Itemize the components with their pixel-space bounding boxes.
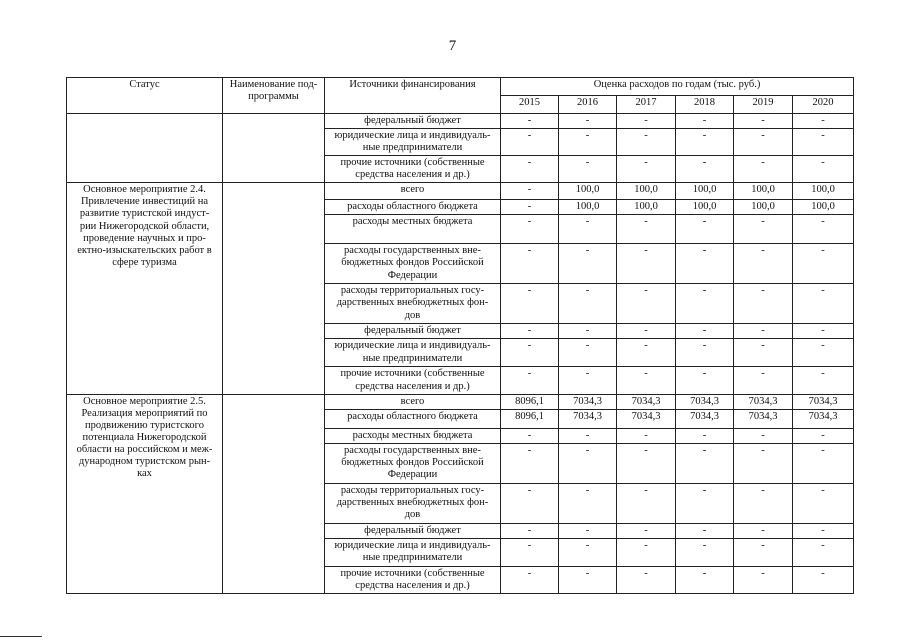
value-cell: - — [676, 244, 734, 284]
value-cell: - — [617, 244, 676, 284]
value-cell: - — [559, 538, 617, 566]
value-cell: - — [559, 428, 617, 443]
value-cell: 100,0 — [676, 183, 734, 200]
value-cell: 7034,3 — [734, 394, 793, 409]
value-cell: - — [559, 324, 617, 339]
value-cell: - — [734, 244, 793, 284]
value-cell: - — [501, 339, 559, 367]
value-cell: - — [793, 244, 854, 284]
source-cell: всего — [325, 394, 501, 409]
value-cell: - — [501, 324, 559, 339]
value-cell: - — [617, 523, 676, 538]
value-cell: 7034,3 — [793, 409, 854, 428]
header-year: 2019 — [734, 96, 793, 114]
header-year: 2016 — [559, 96, 617, 114]
value-cell: 7034,3 — [734, 409, 793, 428]
value-cell: - — [676, 284, 734, 324]
source-cell: расходы областного бюджета — [325, 409, 501, 428]
source-cell: федеральный бюджет — [325, 324, 501, 339]
page-number: 7 — [448, 38, 457, 54]
value-cell: - — [734, 538, 793, 566]
value-cell: - — [793, 339, 854, 367]
value-cell: - — [793, 156, 854, 183]
value-cell: - — [734, 523, 793, 538]
value-cell: - — [559, 114, 617, 129]
value-cell: - — [676, 483, 734, 523]
value-cell: - — [793, 428, 854, 443]
measure-status — [67, 394, 223, 593]
value-cell: - — [676, 129, 734, 156]
value-cell: - — [676, 339, 734, 367]
value-cell: - — [734, 428, 793, 443]
value-cell: - — [501, 284, 559, 324]
value-cell: - — [617, 284, 676, 324]
value-cell: - — [676, 114, 734, 129]
value-cell: - — [734, 339, 793, 367]
table-row — [67, 114, 854, 129]
header-year: 2015 — [501, 96, 559, 114]
value-cell: - — [793, 367, 854, 394]
value-cell: - — [793, 114, 854, 129]
value-cell: - — [676, 566, 734, 593]
value-cell: - — [501, 566, 559, 593]
value-cell: - — [793, 215, 854, 244]
value-cell: 8096,1 — [501, 409, 559, 428]
budget-table-body — [67, 78, 854, 594]
value-cell: 7034,3 — [617, 409, 676, 428]
value-cell: - — [559, 156, 617, 183]
value-cell: - — [676, 523, 734, 538]
value-cell: - — [793, 324, 854, 339]
value-cell: - — [734, 566, 793, 593]
value-cell: 100,0 — [734, 200, 793, 215]
value-cell: - — [793, 566, 854, 593]
source-cell: расходы территориальных госу- дарственных внебюджетных фон- дов — [325, 483, 501, 523]
value-cell: - — [501, 428, 559, 443]
value-cell: - — [734, 215, 793, 244]
value-cell: - — [793, 443, 854, 483]
value-cell: 7034,3 — [559, 394, 617, 409]
source-cell: прочие источники (собственные средства населения и др.) — [325, 156, 501, 183]
value-cell: - — [793, 284, 854, 324]
value-cell: 100,0 — [617, 200, 676, 215]
value-cell: - — [676, 156, 734, 183]
value-cell: 100,0 — [793, 200, 854, 215]
source-cell: расходы территориальных госу- дарственных внебюджетных фон- дов — [325, 284, 501, 324]
table-row — [67, 183, 854, 200]
value-cell: - — [501, 483, 559, 523]
value-cell: - — [559, 566, 617, 593]
subprogram-cell-empty — [223, 183, 325, 394]
value-cell: 7034,3 — [676, 394, 734, 409]
value-cell: - — [501, 129, 559, 156]
source-cell: юридические лица и индивидуаль- ные предприниматели — [325, 129, 501, 156]
value-cell: 100,0 — [559, 200, 617, 215]
value-cell: 7034,3 — [676, 409, 734, 428]
value-cell: 100,0 — [617, 183, 676, 200]
value-cell: 7034,3 — [793, 394, 854, 409]
value-cell: 7034,3 — [559, 409, 617, 428]
header-row — [67, 78, 854, 96]
value-cell: - — [559, 523, 617, 538]
value-cell: - — [501, 523, 559, 538]
value-cell: - — [501, 215, 559, 244]
value-cell: - — [734, 114, 793, 129]
value-cell: - — [501, 443, 559, 483]
header-status: Статус — [67, 78, 223, 114]
value-cell: - — [617, 566, 676, 593]
value-cell: - — [793, 129, 854, 156]
value-cell: - — [559, 443, 617, 483]
value-cell: - — [617, 339, 676, 367]
value-cell: - — [501, 156, 559, 183]
value-cell: - — [793, 538, 854, 566]
value-cell: - — [559, 244, 617, 284]
value-cell: - — [734, 284, 793, 324]
source-cell: федеральный бюджет — [325, 523, 501, 538]
value-cell: 8096,1 — [501, 394, 559, 409]
source-cell: прочие источники (собственные средства населения и др.) — [325, 367, 501, 394]
header-year: 2018 — [676, 96, 734, 114]
value-cell: - — [793, 523, 854, 538]
status-cell-empty — [67, 114, 223, 183]
value-cell: - — [676, 215, 734, 244]
value-cell: - — [676, 443, 734, 483]
value-cell: - — [501, 114, 559, 129]
budget-table — [66, 77, 854, 594]
value-cell: - — [617, 367, 676, 394]
source-cell: юридические лица и индивидуаль- ные предприниматели — [325, 538, 501, 566]
value-cell: - — [676, 428, 734, 443]
header-year: 2020 — [793, 96, 854, 114]
header-year: 2017 — [617, 96, 676, 114]
value-cell: - — [676, 538, 734, 566]
value-cell: - — [559, 215, 617, 244]
value-cell: - — [734, 324, 793, 339]
value-cell: 7034,3 — [617, 394, 676, 409]
value-cell: - — [734, 443, 793, 483]
value-cell: - — [617, 428, 676, 443]
scan-mark — [0, 636, 42, 637]
value-cell: - — [617, 538, 676, 566]
value-cell: 100,0 — [559, 183, 617, 200]
value-cell: 100,0 — [734, 183, 793, 200]
value-cell: - — [559, 367, 617, 394]
measure-status-text: Основное мероприятие 2.4. Привлечение инвестиций на развитие туристской индуст- рии Нижегородской области, проведение научных и про- ектно-изыскательских работ в сфере туризма — [77, 184, 212, 268]
value-cell: - — [501, 183, 559, 200]
value-cell: - — [617, 215, 676, 244]
table-row — [67, 394, 854, 409]
value-cell: - — [559, 483, 617, 523]
source-cell: расходы государственных вне- бюджетных фондов Российской Федерации — [325, 443, 501, 483]
measure-status — [67, 183, 223, 394]
value-cell: - — [501, 367, 559, 394]
value-cell: - — [559, 339, 617, 367]
value-cell: - — [734, 483, 793, 523]
value-cell: - — [501, 538, 559, 566]
source-cell: расходы государственных вне- бюджетных фондов Российской Федерации — [325, 244, 501, 284]
value-cell: - — [617, 114, 676, 129]
value-cell: - — [734, 367, 793, 394]
value-cell: - — [734, 129, 793, 156]
source-cell: юридические лица и индивидуаль- ные предприниматели — [325, 339, 501, 367]
value-cell: 100,0 — [676, 200, 734, 215]
source-cell: расходы областного бюджета — [325, 200, 501, 215]
value-cell: - — [793, 483, 854, 523]
value-cell: - — [559, 129, 617, 156]
source-cell: федеральный бюджет — [325, 114, 501, 129]
value-cell: - — [617, 129, 676, 156]
value-cell: - — [501, 244, 559, 284]
value-cell: - — [617, 483, 676, 523]
value-cell: - — [676, 367, 734, 394]
value-cell: 100,0 — [793, 183, 854, 200]
value-cell: - — [617, 324, 676, 339]
source-cell: расходы местных бюджета — [325, 215, 501, 244]
value-cell: - — [676, 324, 734, 339]
source-cell: всего — [325, 183, 501, 200]
value-cell: - — [617, 443, 676, 483]
value-cell: - — [617, 156, 676, 183]
source-cell: расходы местных бюджета — [325, 428, 501, 443]
subprogram-cell-empty — [223, 394, 325, 593]
value-cell: - — [734, 156, 793, 183]
source-cell: прочие источники (собственные средства населения и др.) — [325, 566, 501, 593]
value-cell: - — [559, 284, 617, 324]
header-subprogram: Наименование под- программы — [223, 78, 325, 114]
header-estimate: Оценка расходов по годам (тыс. руб.) — [501, 78, 854, 96]
subprogram-cell-empty — [223, 114, 325, 183]
measure-status-text: Основное мероприятие 2.5. Реализация мероприятий по продвижению туристского потенциала Нижегородской области на российском и меж- дународном туристском рын- ках — [76, 395, 213, 479]
value-cell: - — [501, 200, 559, 215]
header-source: Источники финансирования — [325, 78, 501, 114]
